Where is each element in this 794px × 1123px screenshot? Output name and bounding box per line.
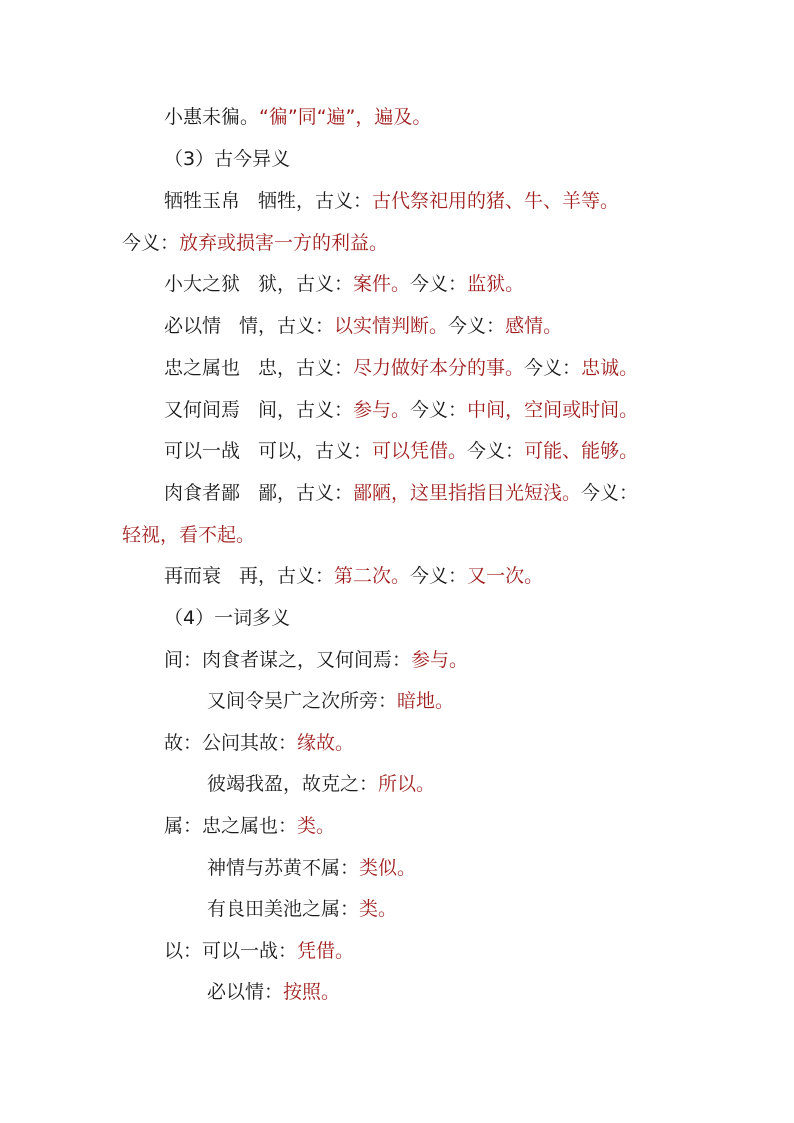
line-jian-1 [164,648,468,672]
line-jian [164,398,638,422]
answer-text: 第二次。 [334,565,411,587]
answer-text: 中间，空间或时间。 [467,399,639,421]
answer-text: 监狱。 [467,273,525,295]
phrase-text: 又何间焉 [164,399,241,421]
phrase-text: 必以情 [164,315,222,337]
answer-text: 放弃或损害一方的利益。 [179,232,389,254]
line-text: 狱，古义： [258,273,354,295]
phrase-text: 小大之狱 [164,273,241,295]
line-text: 今义： [467,440,525,462]
line-text: 彼竭我盈，故克之： [207,773,379,795]
line-text: 今义： [581,482,639,504]
answer-text: 所以。 [378,773,436,795]
line-text: 今义： [524,357,582,379]
line-shu-1 [164,814,335,838]
line-zai [164,564,543,588]
answer-text: 案件。 [353,273,411,295]
answer-text: 尽力做好本分的事。 [353,357,525,379]
line-text: 情，古义： [239,315,335,337]
line-text: 有良田美池之属： [207,898,360,920]
section-heading-3 [164,147,290,171]
answer-text: 轻视，看不起。 [122,524,256,546]
phrase-text: 牺牲玉帛 [164,190,241,212]
answer-text: 鄙陋，这里指指目光短浅。 [353,482,582,504]
line-qing [164,314,562,338]
answer-text: 缘故。 [297,732,355,754]
line-shu-2 [207,856,416,880]
line-text: 间：肉食者谋之，又何间焉： [164,649,412,671]
phrase-text: 忠之属也 [164,357,241,379]
line-xisheng-cont [122,231,388,255]
line-xisheng [164,189,619,213]
line-text: 今义： [410,273,468,295]
answer-text: 类似。 [359,857,417,879]
section-heading: （4）一词多义 [164,607,291,629]
line-text: 今义： [122,232,180,254]
phrase-text: 肉食者鄙 [164,482,241,504]
answer-text: 可以凭借。 [372,440,468,462]
line-text: 小惠未徧。 [164,106,260,128]
phrase-text: 可以一战 [164,440,241,462]
line-gu-1 [164,731,354,755]
line-text: 神情与苏黄不属： [207,857,360,879]
line-yu [164,272,524,296]
answer-text: 类。 [297,815,336,837]
line-text: 忠，古义： [258,357,354,379]
answer-text: 可能、能够。 [524,440,639,462]
answer-text: 古代祭祀用的猪、牛、羊等。 [372,190,620,212]
answer-text: 参与。 [411,649,469,671]
line-text: 今义： [410,565,468,587]
line-bi [164,481,638,505]
line-text: 牺牲，古义： [258,190,373,212]
answer-text: 按照。 [283,981,341,1003]
answer-text: 又一次。 [467,565,544,587]
line-text: 属：忠之属也： [164,815,298,837]
line-tongjiazi [164,105,431,129]
line-text: 以：可以一战： [164,940,298,962]
section-heading-4 [164,606,290,630]
line-zhong [164,356,638,380]
answer-text: 参与。 [353,399,411,421]
line-yi-1 [164,939,354,963]
answer-text: 类。 [359,898,398,920]
line-bi-cont [122,523,255,547]
line-text: 又间令吴广之次所旁： [207,690,398,712]
line-text: 故：公问其故： [164,732,298,754]
answer-text: 暗地。 [397,690,455,712]
line-jian-2 [207,689,454,713]
line-gu-2 [207,772,435,796]
line-text: 必以情： [207,981,284,1003]
line-text: 今义： [410,399,468,421]
answer-text: 凭借。 [297,940,355,962]
section-heading: （3）古今异义 [164,148,291,170]
answer-text: 忠诚。 [581,357,639,379]
line-text: 再，古义： [239,565,335,587]
line-shu-3 [207,897,397,921]
line-text: 今义： [448,315,506,337]
phrase-text: 再而衰 [164,565,222,587]
line-text: 鄙，古义： [258,482,354,504]
line-yi-2 [207,980,340,1004]
answer-text: “徧”同“遍”，遍及。 [259,106,432,128]
line-text: 间，古义： [258,399,354,421]
line-keyi [164,439,638,463]
answer-text: 感情。 [505,315,563,337]
line-text: 可以，古义： [258,440,373,462]
answer-text: 以实情判断。 [334,315,449,337]
